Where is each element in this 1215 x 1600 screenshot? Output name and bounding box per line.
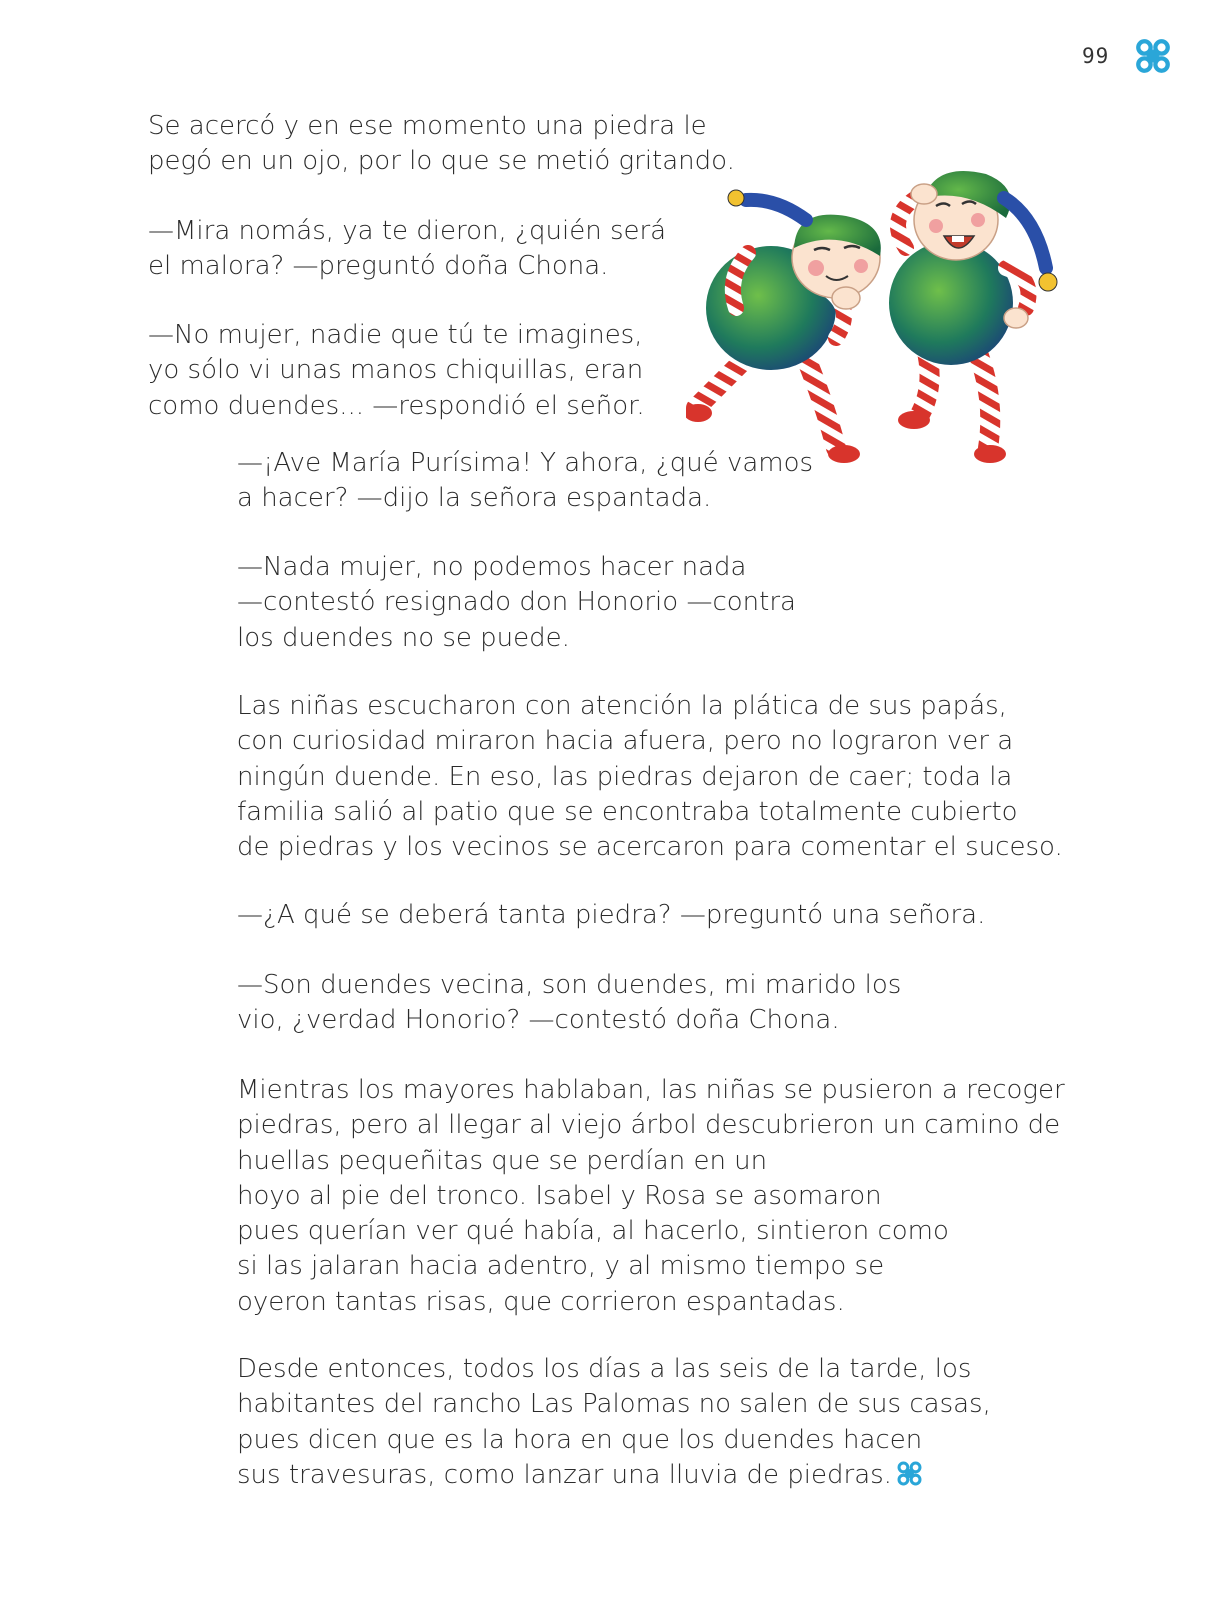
quatrefoil-ornament-icon: [1134, 37, 1172, 75]
paragraph-7: —¿A qué se deberá tanta piedra? —preguntó una señora.: [237, 900, 986, 930]
paragraph-10-wrap: [237, 1352, 991, 1493]
paragraph-3: —No mujer, nadie que tú te imagines, yo sólo vi unas manos chiquillas, eran como duendes... —respondió el señor.: [148, 320, 645, 421]
paragraph-2: —Mira nomás, ya te dieron, ¿quién será el malora? —preguntó doña Chona.: [148, 216, 667, 282]
two-dancing-elves-illustration: [686, 158, 1094, 478]
right-elf: [889, 171, 1057, 463]
paragraph-8: —Son duendes vecina, son duendes, mi marido los vio, ¿verdad Honorio? —contestó doña Chona.: [237, 970, 902, 1036]
paragraph-5: —Nada mujer, no podemos hacer nada —contestó resignado don Honorio —contra los duendes no se puede.: [237, 552, 796, 653]
paragraph-9: Mientras los mayores hablaban, las niñas se pusieron a recoger piedras, pero al llegar al viejo árbol descubrieron un camino de huellas pequeñitas que se perdían en un hoyo al pie del tronco. Isabel y Rosa se asomaron pues querían ver qué había, al hacerlo, sintieron como si las jalaran hacia adentro, y al mismo tiempo se oyeron tantas risas, que corrieron espantadas.: [237, 1075, 1065, 1317]
left-elf: [686, 190, 881, 463]
paragraph-1: Se acercó y en ese momento una piedra le pegó en un ojo, por lo que se metió gritando.: [148, 111, 735, 177]
page-number: 99: [1082, 44, 1110, 68]
quatrefoil-ornament-icon: [896, 1460, 923, 1487]
paragraph-10: Desde entonces, todos los días a las seis de la tarde, los habitantes del rancho Las Palomas no salen de sus casas, pues dicen que es la hora en que los duendes hacen sus travesuras, como lanzar una lluvia de piedras.: [237, 1354, 991, 1490]
paragraph-4: —¡Ave María Purísima! Y ahora, ¿qué vamos a hacer? —dijo la señora espantada.: [237, 448, 814, 514]
paragraph-6: Las niñas escucharon con atención la plática de sus papás, con curiosidad miraron hacia afuera, pero no lograron ver a ningún duende. En eso, las piedras dejaron de caer; toda la familia salió al patio que se encontraba totalmente cubierto de piedras y los vecinos se acercaron para comentar el suceso.: [237, 691, 1063, 863]
